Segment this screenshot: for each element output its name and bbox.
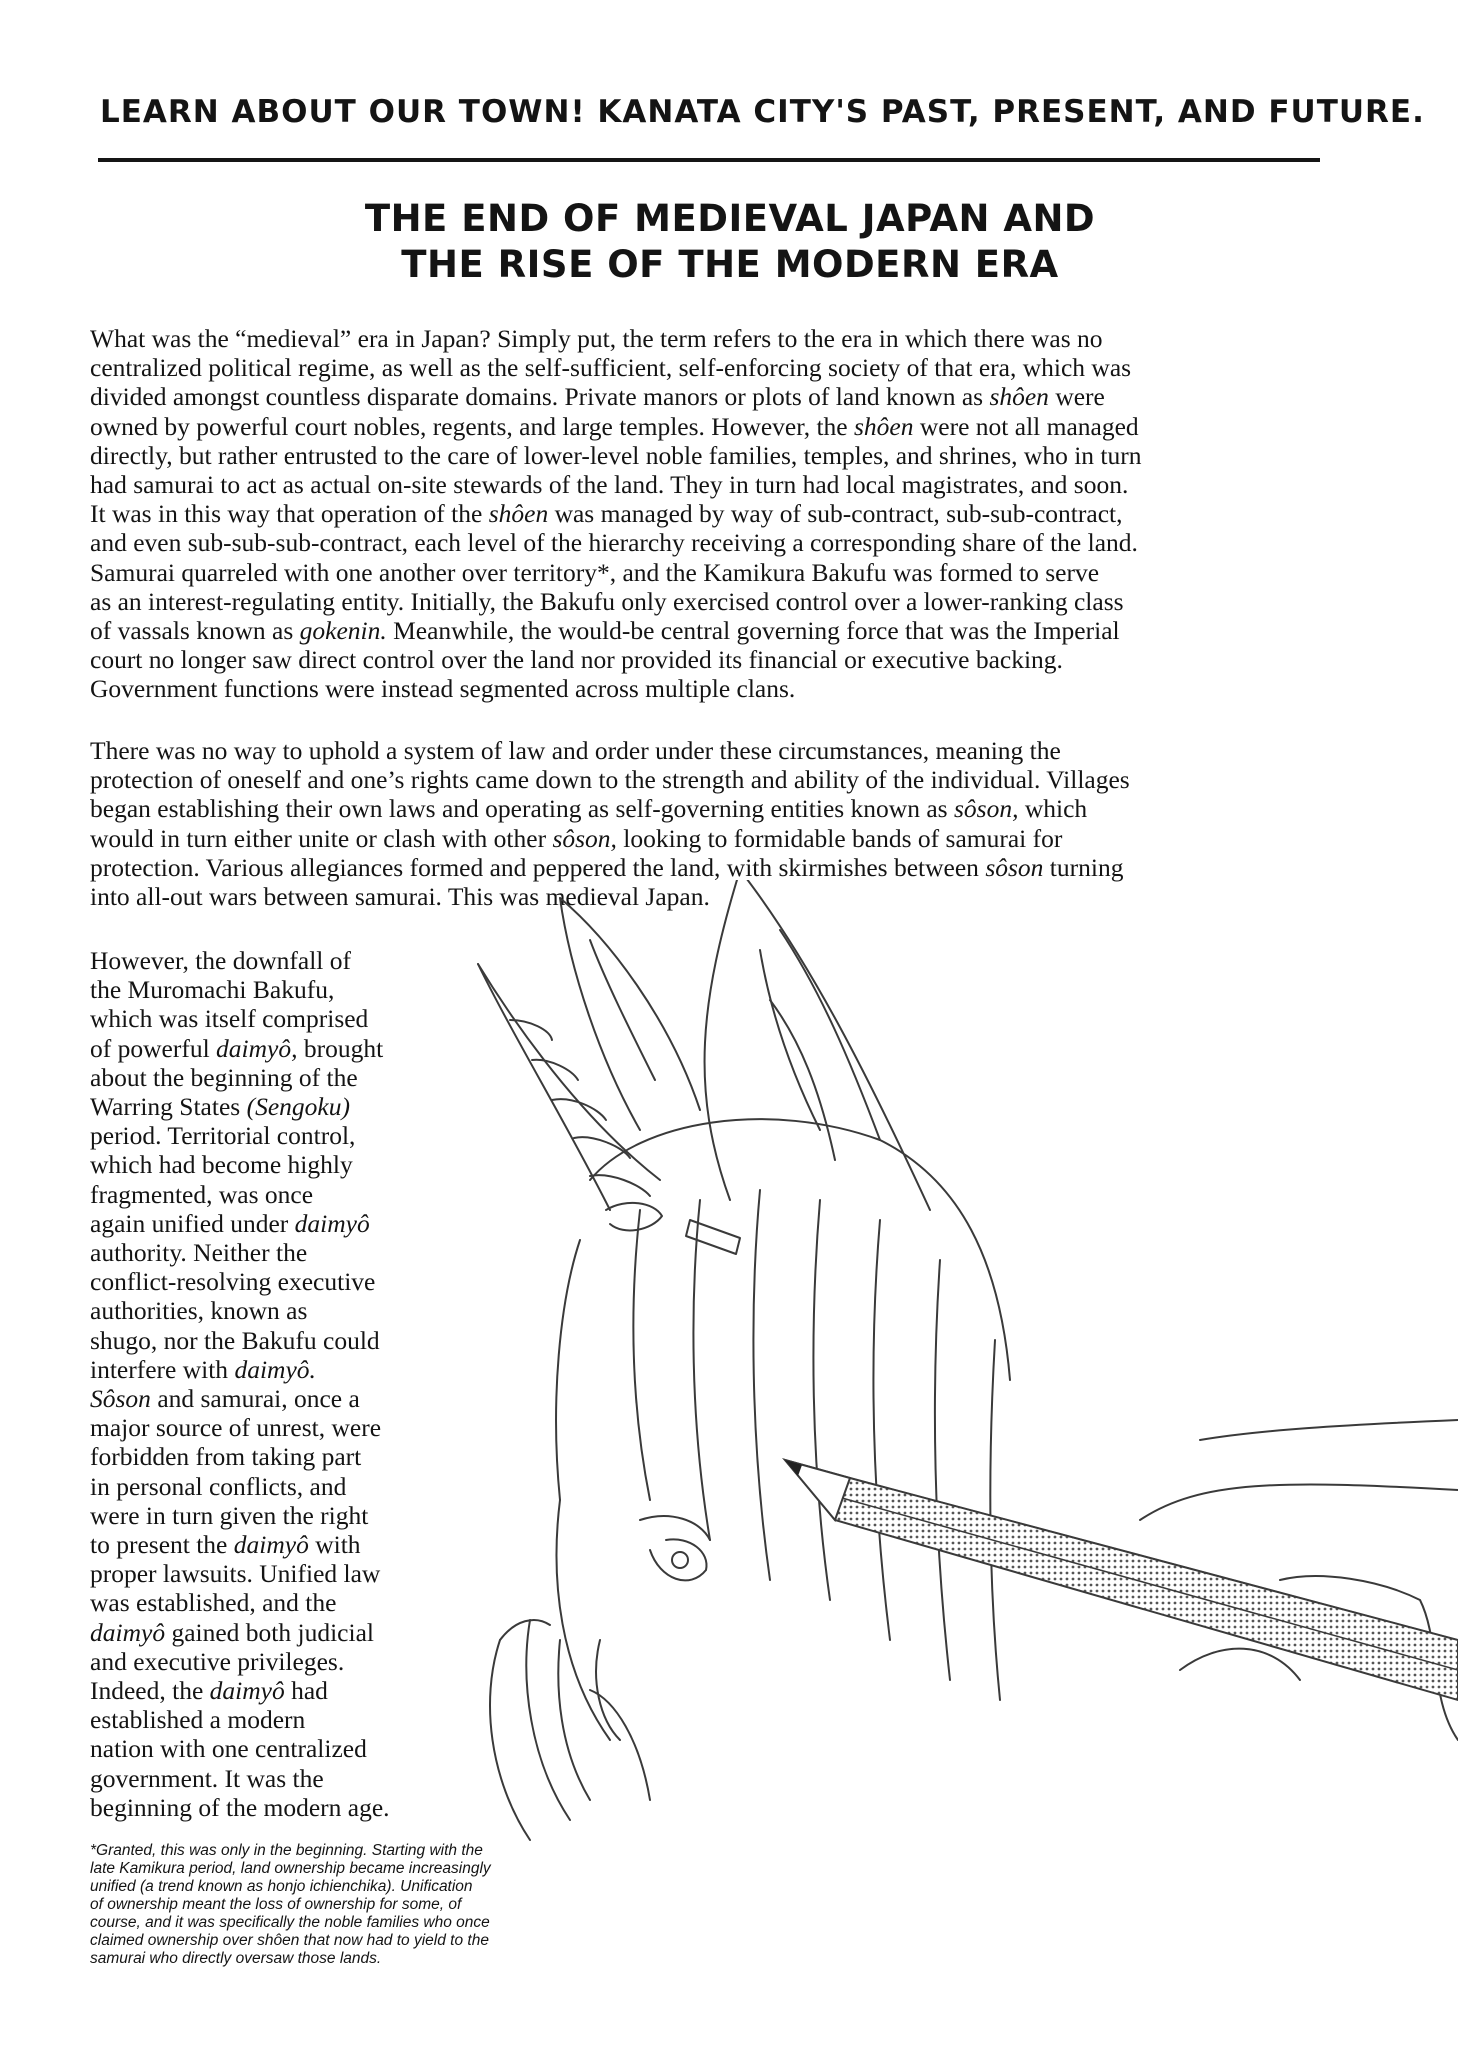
text-line: to present the daimyô with (90, 1530, 361, 1560)
text-line: and even sub-sub-sub-contract, each level of the hierarchy receiving a corresponding share of the land. (90, 528, 1138, 558)
text-line: claimed ownership over shôen that now had to yield to the (90, 1932, 489, 1949)
text-line: had samurai to act as actual on-site stewards of the land. They in turn had local magistrates, and soon. (90, 470, 1129, 500)
text-line: again unified under daimyô (90, 1208, 370, 1238)
text-line: which was itself comprised (90, 1004, 369, 1034)
text-line: Indeed, the daimyô had (90, 1676, 328, 1706)
text-line: nation with one centralized (90, 1734, 367, 1764)
text-line: beginning of the modern age. (90, 1792, 390, 1822)
text-line: as an interest-regulating entity. Initially, the Bakufu only exercised control over a lower-ranking class (90, 586, 1124, 616)
text-line: and executive privileges. (90, 1646, 345, 1676)
text-line: authority. Neither the (90, 1238, 308, 1268)
text-line: would in turn either unite or clash with other sôson, looking to formidable bands of samurai for (90, 823, 1063, 853)
text-line: forbidden from taking part (90, 1442, 362, 1472)
text-line: protection. Various allegiances formed and peppered the land, with skirmishes between sôson turning (90, 852, 1124, 882)
text-line: into all-out wars between samurai. This was medieval Japan. (90, 882, 710, 912)
header-rule (98, 158, 1320, 162)
text-line: Government functions were instead segmented across multiple clans. (90, 674, 796, 704)
text-line: which had become highly (90, 1150, 353, 1180)
article-title-line: THE END OF MEDIEVAL JAPAN AND (364, 197, 1096, 240)
text-line: began establishing their own laws and operating as self-governing entities known as sôson, which (90, 794, 1088, 824)
article-title-line: THE RISE OF THE MODERN ERA (401, 243, 1059, 286)
face-drawing (557, 1500, 710, 1740)
text-line: authorities, known as (90, 1296, 308, 1326)
right-ear-drawing (705, 880, 930, 1210)
text-line: were in turn given the right (90, 1500, 369, 1530)
side-column-text (90, 946, 450, 1822)
text-line: It was in this way that operation of the shôen was managed by way of sub-contract, sub-sub-contract, (90, 499, 1123, 529)
text-line: the Muromachi Bakufu, (90, 975, 335, 1005)
paragraph-1 (90, 324, 1330, 704)
text-line: directly, but rather entrusted to the care of lower-level noble families, temples, and shrines, who in turn (90, 440, 1142, 470)
text-line: court no longer saw direct control over the land nor provided its financial or executive backing. (90, 645, 1063, 675)
text-line: interfere with daimyô. (90, 1354, 316, 1384)
text-line: However, the downfall of (90, 946, 351, 975)
text-line: shugo, nor the Bakufu could (90, 1325, 380, 1355)
pencil-sketch-illustration (440, 880, 1458, 2048)
text-line: established a modern (90, 1705, 306, 1735)
text-line: of ownership meant the loss of ownership for some, of (90, 1896, 462, 1913)
text-line: daimyô gained both judicial (90, 1617, 374, 1647)
text-line: government. It was the (90, 1763, 324, 1793)
text-line: proper lawsuits. Unified law (90, 1559, 381, 1589)
text-line: samurai who directly oversaw those lands. (90, 1950, 382, 1967)
text-line: divided amongst countless disparate domains. Private manors or plots of land known as shôen were (90, 382, 1105, 412)
text-line: about the beginning of the (90, 1062, 358, 1092)
text-line: owned by powerful court nobles, regents, and large temples. However, the shôen were not all managed (90, 411, 1139, 441)
text-line: late Kamikura period, land ownership became increasingly (90, 1860, 491, 1877)
text-line: of vassals known as gokenin. Meanwhile, the would-be central governing force that was the Imperial (90, 616, 1120, 646)
horn-drawing (478, 964, 662, 1230)
text-line: period. Territorial control, (90, 1121, 356, 1151)
text-line: Warring States (Sengoku) (90, 1092, 350, 1122)
text-line: Samurai quarreled with one another over territory*, and the Kamikura Bakufu was formed to serve (90, 557, 1100, 587)
text-line: conflict-resolving executive (90, 1267, 376, 1297)
header-title: LEARN ABOUT OUR TOWN! KANATA CITY'S PAST, PRESENT, AND FUTURE. (100, 94, 1425, 130)
text-line: in personal conflicts, and (90, 1471, 347, 1501)
text-line: protection of oneself and one’s rights came down to the strength and ability of the individual. Villages (90, 765, 1130, 795)
text-line: was established, and the (90, 1588, 337, 1618)
text-line: Sôson and samurai, once a (90, 1384, 360, 1414)
text-line: *Granted, this was only in the beginning. Starting with the (90, 1842, 483, 1859)
text-line: fragmented, was once (90, 1179, 314, 1209)
text-line: major source of unrest, were (90, 1413, 382, 1443)
left-ear-drawing (560, 898, 700, 1130)
text-line: centralized political regime, as well as the self-sufficient, self-enforcing society of that era, which was (90, 353, 1132, 383)
text-line: of powerful daimyô, brought (90, 1033, 384, 1063)
text-line: unified (a trend known as honjo ichienchika). Unification (90, 1878, 473, 1895)
text-line: There was no way to uphold a system of law and order under these circumstances, meaning the (90, 736, 1061, 765)
article-title (180, 196, 1280, 288)
text-line: What was the “medieval” era in Japan? Simply put, the term refers to the era in which there was no (90, 324, 1103, 353)
text-line: course, and it was specifically the noble families who once (90, 1914, 490, 1931)
head-drawing (556, 1119, 1010, 1700)
